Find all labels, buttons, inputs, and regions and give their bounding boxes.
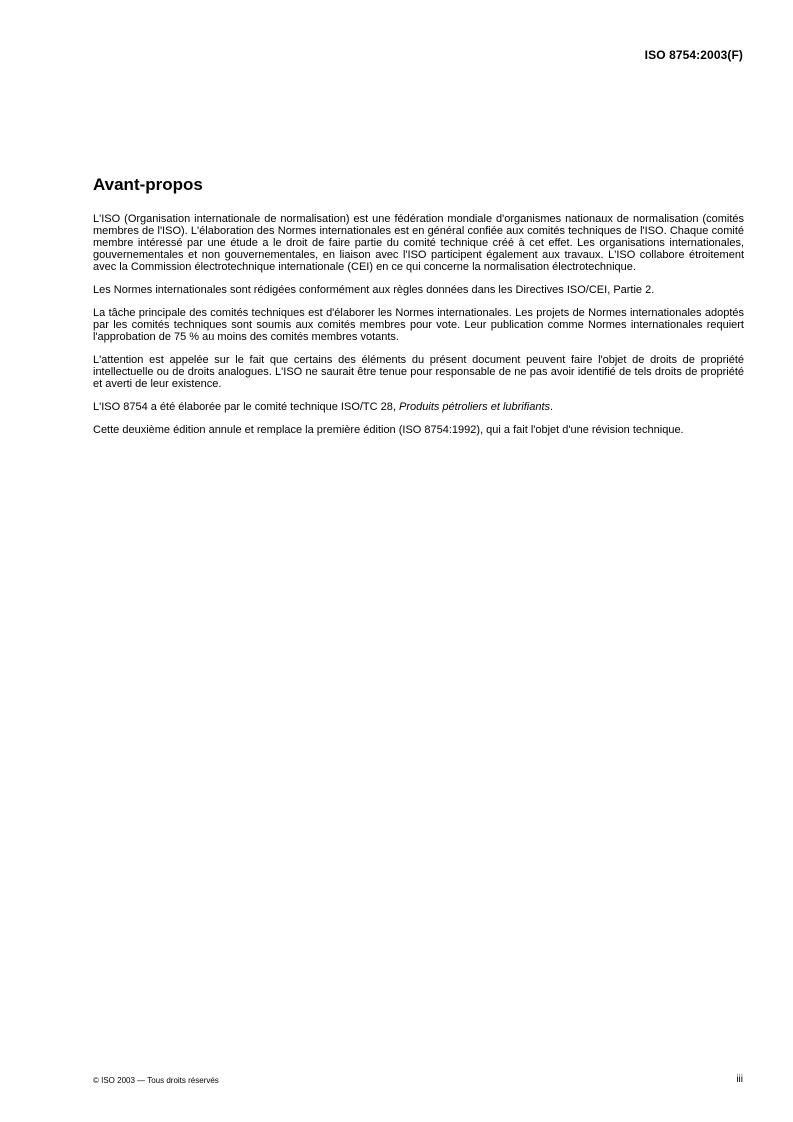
paragraph-technical-committees: La tâche principale des comités techniques est d'élaborer les Normes internationales. Les projets de Normes internationales adoptés par les comités techniques sont soumis aux comités membres pour vote. Leur publication comme Normes internationales requiert l'approbation de 75 % au moins des comités membres votants. bbox=[93, 307, 744, 343]
footer-page-number: iii bbox=[736, 1074, 743, 1085]
paragraph-iso-organisation: L'ISO (Organisation internationale de normalisation) est une fédération mondiale d'organismes nationaux de normalisation (comités membres de l'ISO). L'élaboration des Normes internationales est en général confiée aux comités techniques de l'ISO. Chaque comité membre intéressé par une étude a le droit de faire partie du comité technique créé à cet effet. Les organisations internationales, gouvernementales et non gouvernementales, en liaison avec l'ISO participent également aux travaux. L'ISO collabore étroitement avec la Commission électrotechnique internationale (CEI) en ce qui concerne la normalisation électrotechnique. bbox=[93, 213, 744, 273]
footer-copyright: © ISO 2003 — Tous droits réservés bbox=[93, 1076, 219, 1085]
paragraph-patent-rights: L'attention est appelée sur le fait que certains des éléments du présent document peuvent faire l'objet de droits de propriété intellectuelle ou de droits analogues. L'ISO ne saurait être tenue pour responsable de ne pas avoir identifié de tels droits de propriété et averti de leur existence. bbox=[93, 354, 744, 390]
paragraph-prepared-by bbox=[93, 401, 744, 413]
paragraph-directives: Les Normes internationales sont rédigées conformément aux règles données dans les Directives ISO/CEI, Partie 2. bbox=[93, 284, 655, 296]
paragraph-edition-note: Cette deuxième édition annule et remplace la première édition (ISO 8754:1992), qui a fait l'objet d'une révision technique. bbox=[93, 424, 684, 436]
prepared-by-end: . bbox=[550, 401, 554, 413]
prepared-by-text: L'ISO 8754 a été élaborée par le comité technique ISO/TC 28, bbox=[93, 401, 400, 413]
document-reference: ISO 8754:2003(F) bbox=[644, 48, 743, 62]
foreword-section bbox=[93, 174, 744, 447]
committee-title: Produits pétroliers et lubrifiants bbox=[399, 401, 551, 413]
section-title: Avant-propos bbox=[93, 175, 203, 194]
